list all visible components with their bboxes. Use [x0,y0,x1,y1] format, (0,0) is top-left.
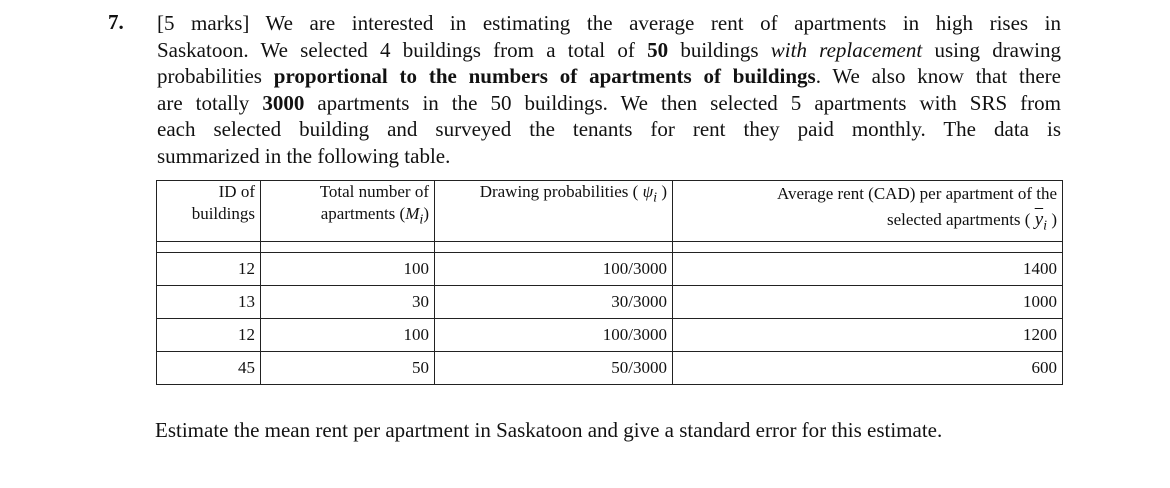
emphasis-with-replacement: with replacement [770,37,923,62]
cell-prob: 100/3000 [435,253,673,286]
cell-id: 45 [157,352,261,385]
header-total-apartments: Total number of apartments $(M_i)$ [261,181,435,242]
question-line-2: Saskatoon. We selected 4 buildings from a total of 50 buildings with replacement using drawing [157,37,1062,62]
cell-rent: 1200 [673,319,1063,352]
question-line-6: summarized in the following table. [157,143,451,168]
cell-rent: 1400 [673,253,1063,286]
cell-rent: 1000 [673,286,1063,319]
table-row [157,352,1063,385]
psi-symbol: ψ [642,182,654,201]
cell-total: 100 [261,253,435,286]
cell-prob: 50/3000 [435,352,673,385]
emphasis-total-buildings: 50 [647,37,669,62]
question-line-4: are totally 3000 apartments in the 50 buildings. We then selected 5 apartments with SRS from [157,90,1061,115]
question-line-1: [5 marks] We are interested in estimating the average rent of apartments in high rises in [157,11,1061,35]
emphasis-proportional: proportional to the numbers of apartments of buildings [273,64,816,89]
table-spacer-row [157,242,1063,253]
cell-total: 100 [261,319,435,352]
header-average-rent: Average rent (CAD) per apartment of the selected apartments ( $\overline{y}_i$ ) [673,181,1063,242]
question-line-3: probabilities proportional to the numbers of apartments of buildings. We also know that there [157,64,1061,89]
emphasis-total-apartments: 3000 [262,90,305,115]
cell-total: 30 [261,286,435,319]
ybar-symbol: $\overline{y}$ [1034,209,1044,230]
table-row [157,286,1063,319]
task-instruction: Estimate the mean rent per apartment in Saskatoon and give a standard error for this estimate. [155,418,943,442]
table-header-row [157,181,1063,242]
question-number: 7. [108,10,124,34]
cell-id: 12 [157,319,261,352]
question-line-5: each selected building and surveyed the tenants for rent they paid monthly. The data is [157,117,1061,142]
cell-prob: 100/3000 [435,319,673,352]
cell-total: 50 [261,352,435,385]
table-row [157,319,1063,352]
cell-id: 13 [157,286,261,319]
header-drawing-probabilities: Drawing probabilities ( $\psi_i$ ) [435,181,673,242]
table-row [157,253,1063,286]
cell-id: 12 [157,253,261,286]
cell-rent: 600 [673,352,1063,385]
question-text [157,10,1061,170]
header-id: ID of buildings [157,181,261,242]
cell-prob: 30/3000 [435,286,673,319]
data-table [156,180,1063,385]
